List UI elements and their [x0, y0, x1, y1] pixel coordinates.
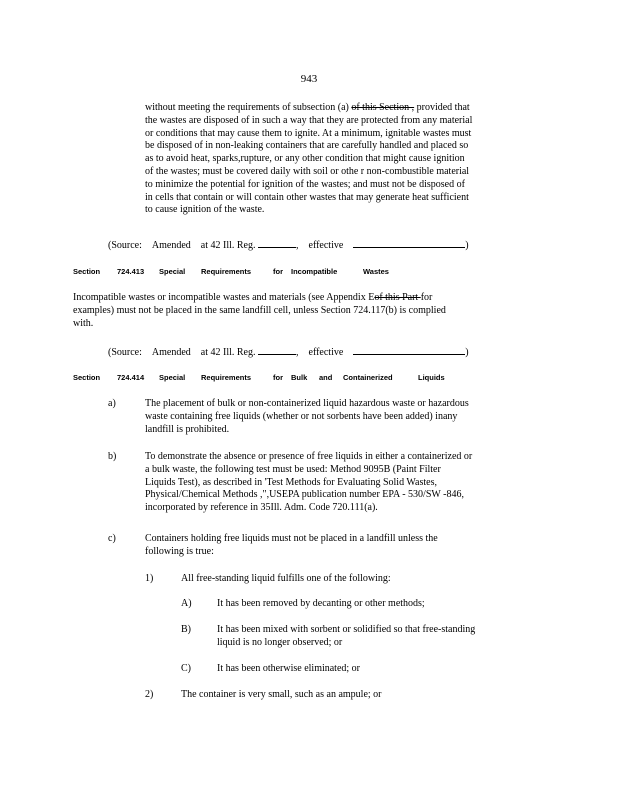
paragraph-line: be disposed of in non-leaking containers that are carefully handled and placed so [145, 140, 469, 152]
item-c1-label: 1) [145, 573, 154, 584]
paragraph-line: The placement of bulk or non-containerized liquid hazardous waste or hazardous [145, 398, 469, 409]
paragraph-line: landfill is prohibited. [145, 423, 230, 435]
paragraph-line: to minimize the potential for ignition of the wastes; and must not be disposed of [145, 178, 465, 190]
paragraph-line: as to avoid heat, sparks,rupture, or any other condition that might cause ignition [145, 153, 465, 165]
item-c1-text: All free-standing liquid fulfills one of the following: [181, 573, 391, 584]
paragraph-ignitable-wastes [145, 102, 533, 217]
effective-blank [353, 238, 465, 248]
item-c1b-text [217, 624, 527, 650]
item-b-text [145, 451, 540, 515]
item-c1a-label: A) [181, 598, 192, 609]
paragraph-line: Containers holding free liquids must not be placed in a landfill unless the [145, 533, 438, 544]
item-c1c-label: C) [181, 663, 191, 674]
paragraph-line: of the wastes; must be covered daily with soil or othe r non-combustible material [145, 165, 470, 177]
paragraph-line: Physical/Chemical Methods ,",USEPA publication number EPA - 530/SW -846, [145, 489, 464, 501]
item-b-label: b) [108, 451, 117, 462]
item-c1c-text: It has been otherwise eliminated; or [217, 663, 361, 674]
reg-blank [258, 345, 296, 355]
paragraph-line: incorporated by reference in 35Ill. Adm. Code 720.111(a). [145, 502, 378, 514]
source-note: (Source: Amended at 42 Ill. Reg. , effective ) [108, 240, 469, 251]
item-c2-text: The container is very small, such as an ampule; or [181, 689, 382, 700]
paragraph-line: Incompatible wastes or incompatible wastes and materials (see Appendix Eof this Part for [73, 292, 433, 303]
paragraph-line: a bulk waste, the following test must be used: Method 9095B (Paint Filter [145, 463, 441, 475]
paragraph-line: without meeting the requirements of subsection (a) of this Section , provided that [145, 102, 470, 113]
item-c1a-text: It has been removed by decanting or other methods; [217, 598, 425, 609]
item-a-text [145, 398, 525, 436]
paragraph-line: It has been mixed with sorbent or solidified so that free-standing [217, 624, 476, 635]
item-c2-label: 2) [145, 689, 154, 700]
paragraph-line: waste containing free liquids (whether or not sorbents have been added) inany [145, 410, 458, 422]
paragraph-line: liquid is no longer observed; or [217, 636, 343, 648]
reg-blank [258, 238, 296, 248]
item-c-text [145, 533, 497, 559]
paragraph-line: examples) must not be placed in the same landfill cell, unless Section 724.117(b) is complied [73, 304, 446, 316]
effective-blank [353, 345, 465, 355]
paragraph-incompatible-wastes [73, 292, 545, 330]
struck-text: of this Section , [351, 102, 415, 113]
struck-text: of this Part [374, 292, 421, 303]
paragraph-line: To demonstrate the absence or presence of free liquids in either a containerized or [145, 451, 473, 462]
paragraph-line: the wastes are disposed of in such a way that they are protected from any material [145, 114, 473, 126]
paragraph-line: with. [73, 317, 94, 329]
item-c-label: c) [108, 533, 116, 544]
paragraph-line: or conditions that may cause them to ignite. At a minimum, ignitable wastes must [145, 127, 472, 139]
paragraph-line: to cause ignition of the waste. [145, 204, 265, 216]
paragraph-line: in cells that contain or will contain other wastes that may generate heat sufficient [145, 191, 469, 203]
paragraph-line: Liquids Test), as described in 'Test Methods for Evaluating Solid Wastes, [145, 476, 437, 488]
paragraph-line: following is true: [145, 545, 214, 557]
item-c1b-label: B) [181, 624, 191, 635]
item-a-label: a) [108, 398, 116, 409]
source-note: (Source: Amended at 42 Ill. Reg. , effective ) [108, 347, 469, 358]
document-page: 943 without meeting the requirements of subsection (a) of this Section , provided that the wastes are disposed of in such a way that they are protected from any material or conditions that may cause them to ignite. At a minimum, ignitable wastes must be disposed of in non-leaking containers that are carefully handled and placed so as to avoid heat, sparks,rupture, or any other condition that might cause ignition of the wastes; must be covered daily with soil or othe r non-combustible material to minimize the potential for ignition of the wastes; and must not be disposed of in cells that contain or will contain other wastes that may generate heat sufficient to cause ignition of the waste. (Source: Amended at 42 Ill. Reg. , effective ) Section 724.413 Special Requirements for Incompatible Wastes Incompatible wastes or incompatible wastes and materials (see Appendix Eof this Part for examples) must not be placed in the same landfill cell, unless Section 724.117(b) is complied with. (Source: Amended at 42 Ill. Reg. , effective ) Section 724.414 Special Requirements for Bulk and Containerized Liquids a) The placement of bulk or non-containerized liquid hazardous waste or hazardous waste containing free liquids (whether or not sorbents have been added) inany landfill is prohibited. b) To demonstrate the absence or presence of free liquids in either a containerized or a bulk waste, the following test must be used: Method 9095B (Paint Filter Liquids Test), as described in 'Test Methods for Evaluating Solid Wastes, Physical/Chemical Methods ,",USEPA publication number EPA - 530/SW -846, incorporated by reference in 35Ill. Adm. Code 720.111(a). c) Containers holding free liquids must not be placed in a landfill unless the following is true: 1) All free-standing liquid fulfills one of the following: A) It has been removed by decanting or other methods; B) It has been mixed with sorbent or solidified so that free-standing liquid is no longer observed; or C) It has been otherwise eliminated; or 2) The container is very small, such as an ampule; or [0, 0, 618, 800]
page-number: 943 [300, 73, 318, 85]
